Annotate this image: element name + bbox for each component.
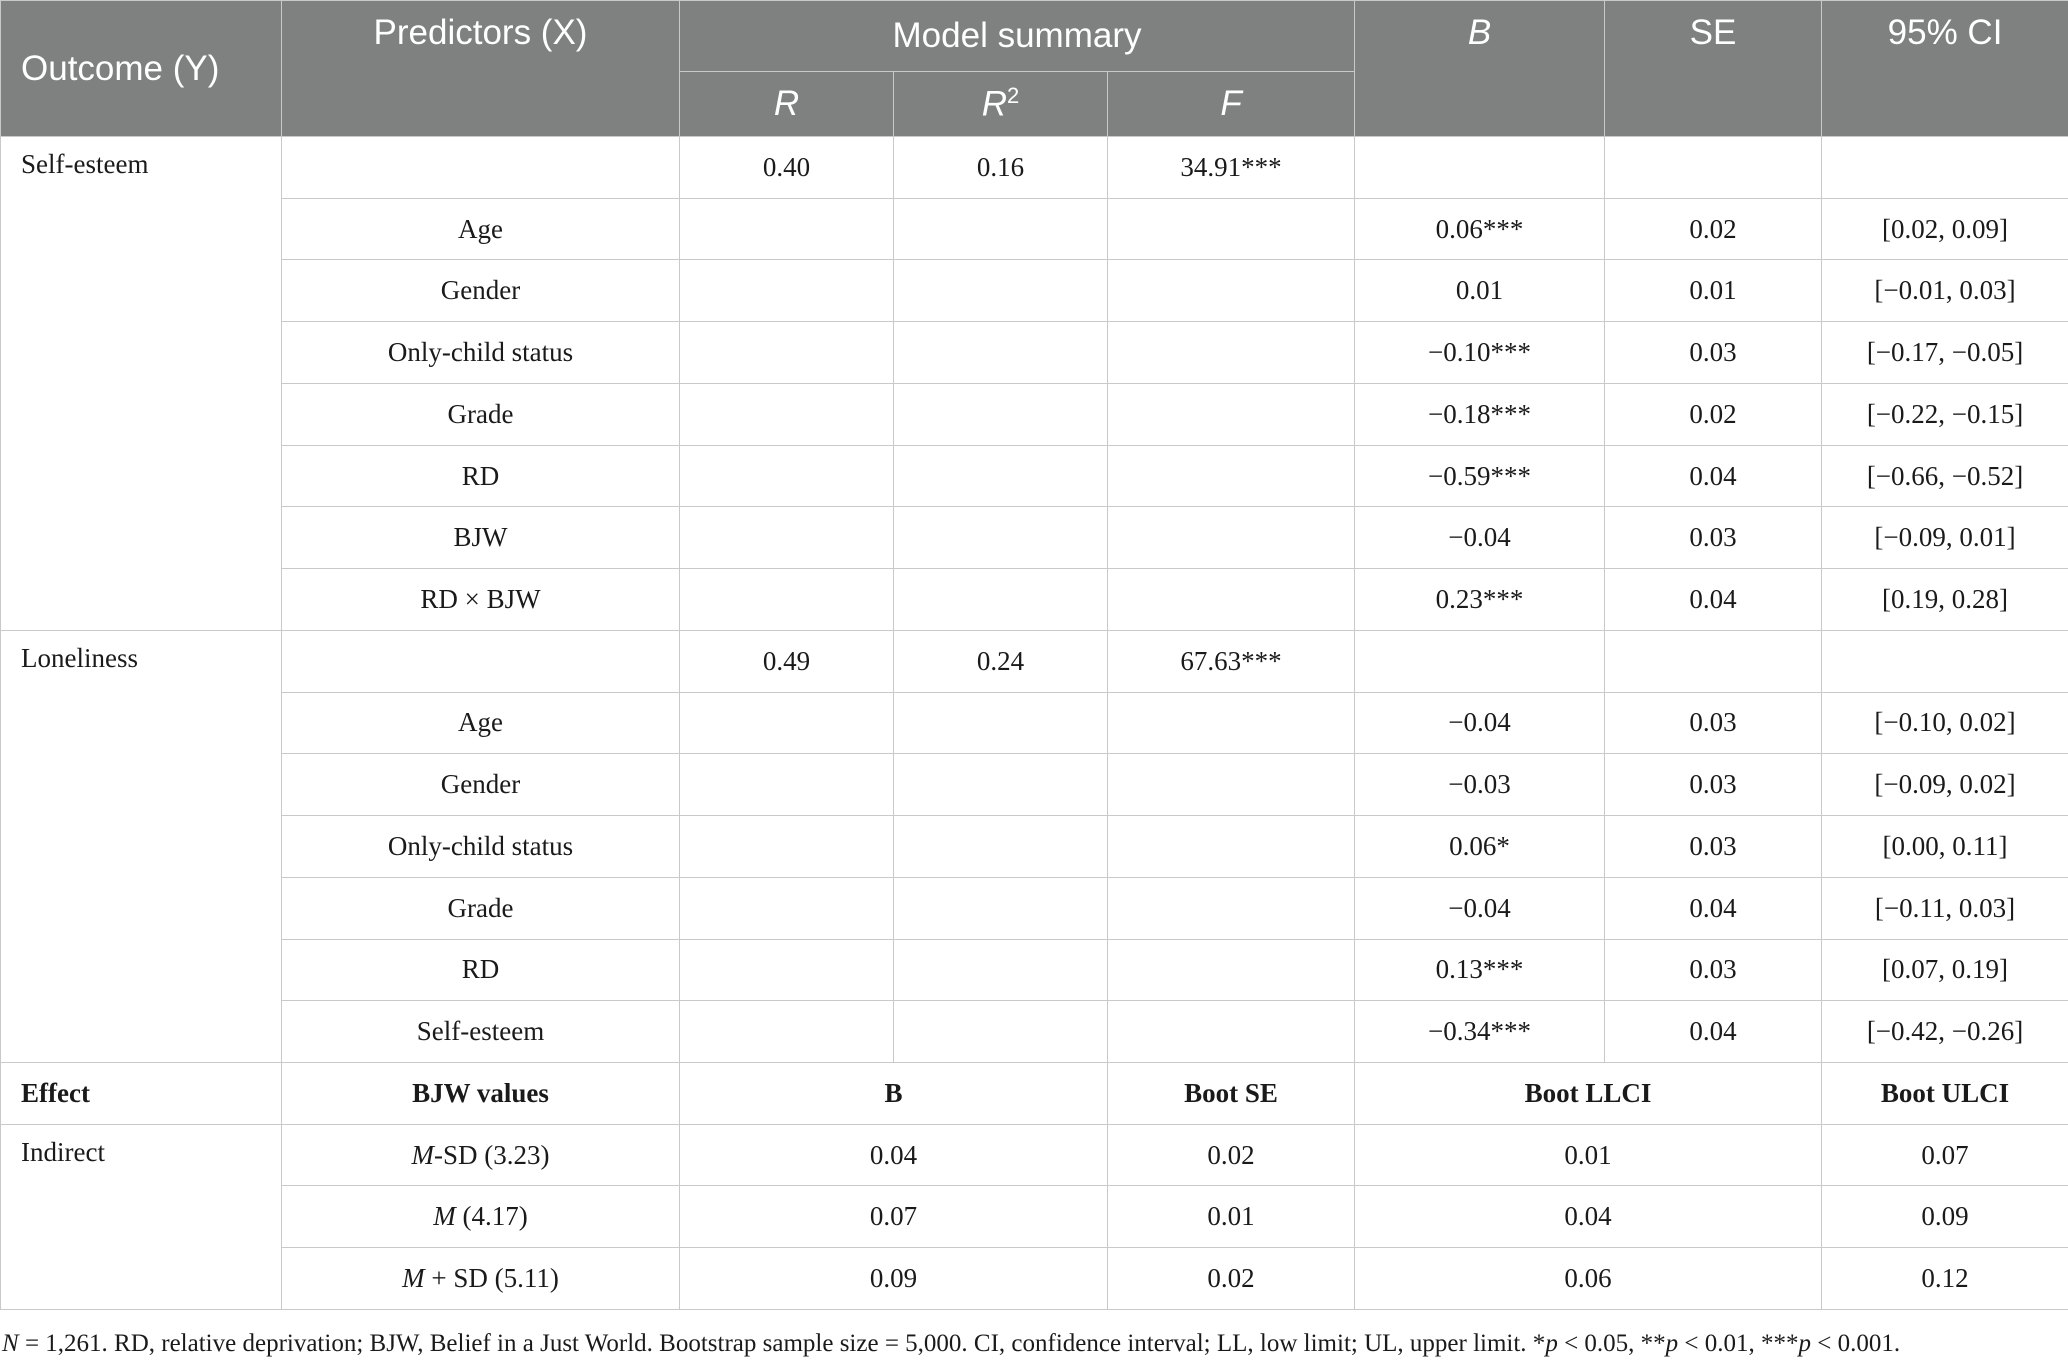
f-value (1108, 198, 1355, 260)
footnote-text: = 1,261. RD, relative deprivation; BJW, Belief in a Just World. Bootstrap sample size = 5,000. CI, confidence interval; LL, low limit; UL, upper limit. * (18, 1330, 1546, 1357)
b-value: 0.01 (1355, 260, 1605, 322)
r2-value (894, 754, 1108, 816)
table-row (1, 630, 2068, 692)
boot-llci-value: 0.06 (1355, 1248, 1822, 1310)
se-value: 0.03 (1605, 507, 1822, 569)
header-se-label: SE (1689, 13, 1737, 52)
f-value (1108, 322, 1355, 384)
r2-value (894, 877, 1108, 939)
b-value: −0.04 (1355, 507, 1605, 569)
ci-value: [−0.09, 0.01] (1822, 507, 2068, 569)
b-value: 0.06*** (1355, 198, 1605, 260)
b-value: −0.18*** (1355, 383, 1605, 445)
boot-ulci-value: 0.09 (1822, 1186, 2068, 1248)
r2-value (894, 383, 1108, 445)
r2-value (894, 816, 1108, 878)
table-row (1, 877, 2068, 939)
f-value (1108, 692, 1355, 754)
bjw-value-text: (4.17) (455, 1201, 528, 1232)
table-row (1, 445, 2068, 507)
header-r2-superscript: 2 (1007, 83, 1020, 109)
r2-value (894, 1001, 1108, 1063)
mean-symbol: M (411, 1139, 434, 1170)
predictor-name: RD × BJW (282, 569, 680, 631)
header-r (680, 72, 894, 137)
effect-b-value: 0.07 (680, 1186, 1108, 1248)
f-value (1108, 754, 1355, 816)
ci-value (1822, 630, 2068, 692)
b-value: −0.04 (1355, 692, 1605, 754)
header-r2 (894, 72, 1108, 137)
header-outcome (1, 1, 282, 137)
predictor-cell (282, 630, 680, 692)
boot-ulci-header: Boot ULCI (1822, 1063, 2068, 1125)
ci-value: [0.07, 0.19] (1822, 939, 2068, 1001)
header-predictors (282, 1, 680, 137)
ci-value: [−0.11, 0.03] (1822, 877, 2068, 939)
r-value (680, 816, 894, 878)
ci-value: [0.19, 0.28] (1822, 569, 2068, 631)
r2-value (894, 260, 1108, 322)
predictor-name: Gender (282, 754, 680, 816)
footnote-text: < 0.001. (1811, 1330, 1901, 1357)
table-row (1, 754, 2068, 816)
predictor-name: Gender (282, 260, 680, 322)
se-value: 0.02 (1605, 198, 1822, 260)
footnote-p: p (1798, 1330, 1812, 1357)
b-value: 0.23*** (1355, 569, 1605, 631)
outcome-loneliness: Loneliness (1, 630, 282, 1062)
r-value (680, 260, 894, 322)
header-model-summary (680, 1, 1355, 72)
ci-value: [−0.66, −0.52] (1822, 445, 2068, 507)
header-ci (1822, 1, 2068, 137)
r-value (680, 754, 894, 816)
boot-llci-value: 0.01 (1355, 1124, 1822, 1186)
header-model-summary-label: Model summary (892, 16, 1142, 55)
b-value (1355, 137, 1605, 199)
se-value: 0.03 (1605, 939, 1822, 1001)
footnote-text: < 0.05, ** (1557, 1330, 1666, 1357)
ci-value: [0.00, 0.11] (1822, 816, 2068, 878)
header-b-label: B (1467, 13, 1492, 52)
mean-symbol: M (433, 1201, 456, 1232)
footnote-p: p (1545, 1330, 1558, 1357)
bjw-values-header: BJW values (282, 1063, 680, 1125)
se-value: 0.04 (1605, 569, 1822, 631)
se-value (1605, 137, 1822, 199)
b-value: −0.59*** (1355, 445, 1605, 507)
f-value (1108, 507, 1355, 569)
effect-indirect: Indirect (1, 1124, 282, 1309)
predictor-name: RD (282, 939, 680, 1001)
boot-llci-value: 0.04 (1355, 1186, 1822, 1248)
table-footnote (2, 1330, 1900, 1358)
header-predictors-label: Predictors (X) (373, 13, 588, 52)
table-row (1, 1124, 2068, 1186)
table-row (1, 137, 2068, 199)
r2-value (894, 322, 1108, 384)
predictor-name: RD (282, 445, 680, 507)
predictor-name: BJW (282, 507, 680, 569)
f-value (1108, 260, 1355, 322)
boot-ulci-value: 0.12 (1822, 1248, 2068, 1310)
header-r-label: R (773, 84, 800, 123)
predictor-name: Only-child status (282, 322, 680, 384)
header-outcome-label: Outcome (Y) (21, 48, 220, 88)
ci-value: [−0.42, −0.26] (1822, 1001, 2068, 1063)
predictor-name: Age (282, 692, 680, 754)
predictor-name: Age (282, 198, 680, 260)
f-value: 67.63*** (1108, 630, 1355, 692)
table-row (1, 569, 2068, 631)
predictor-name: Only-child status (282, 816, 680, 878)
header-f-label: F (1220, 84, 1242, 123)
predictor-name: Grade (282, 877, 680, 939)
table-row (1, 1001, 2068, 1063)
header-se (1605, 1, 1822, 137)
r2-value (894, 445, 1108, 507)
bjw-value (282, 1186, 680, 1248)
r2-value (894, 507, 1108, 569)
r-value (680, 1001, 894, 1063)
table-row (1, 383, 2068, 445)
ci-value: [−0.09, 0.02] (1822, 754, 2068, 816)
f-value (1108, 939, 1355, 1001)
header-ci-label: 95% CI (1887, 13, 2003, 52)
f-value (1108, 1001, 1355, 1063)
r-value (680, 445, 894, 507)
table-row (1, 260, 2068, 322)
header-b (1355, 1, 1605, 137)
bjw-value (282, 1248, 680, 1310)
bjw-value-text: -SD (3.23) (434, 1139, 550, 1170)
r2-value: 0.24 (894, 630, 1108, 692)
bjw-value (282, 1124, 680, 1186)
f-value (1108, 445, 1355, 507)
ci-value: [−0.10, 0.02] (1822, 692, 2068, 754)
se-value: 0.03 (1605, 816, 1822, 878)
boot-ulci-value: 0.07 (1822, 1124, 2068, 1186)
mean-symbol: M (402, 1263, 425, 1294)
r-value (680, 507, 894, 569)
f-value: 34.91*** (1108, 137, 1355, 199)
se-value: 0.03 (1605, 754, 1822, 816)
b-value: −0.04 (1355, 877, 1605, 939)
table-row (1, 507, 2068, 569)
table-body (1, 137, 2068, 1310)
b-value: −0.34*** (1355, 1001, 1605, 1063)
table-row (1, 939, 2068, 1001)
r2-value (894, 692, 1108, 754)
r-value (680, 383, 894, 445)
table-row (1, 1248, 2068, 1310)
ci-value (1822, 137, 2068, 199)
se-value: 0.03 (1605, 322, 1822, 384)
effect-b-value: 0.04 (680, 1124, 1108, 1186)
ci-value: [−0.22, −0.15] (1822, 383, 2068, 445)
r-value (680, 877, 894, 939)
table-row (1, 198, 2068, 260)
table-row (1, 816, 2068, 878)
effect-header: Effect (1, 1063, 282, 1125)
b-value: 0.06* (1355, 816, 1605, 878)
predictor-name: Grade (282, 383, 680, 445)
predictor-name: Self-esteem (282, 1001, 680, 1063)
se-value: 0.03 (1605, 692, 1822, 754)
boot-llci-header: Boot LLCI (1355, 1063, 1822, 1125)
r-value: 0.49 (680, 630, 894, 692)
se-value: 0.04 (1605, 445, 1822, 507)
boot-se-value: 0.02 (1108, 1248, 1355, 1310)
header-f (1108, 72, 1355, 137)
b-value (1355, 630, 1605, 692)
f-value (1108, 569, 1355, 631)
r2-value (894, 939, 1108, 1001)
se-value: 0.01 (1605, 260, 1822, 322)
r-value (680, 692, 894, 754)
ci-value: [−0.17, −0.05] (1822, 322, 2068, 384)
r-value (680, 569, 894, 631)
outcome-self-esteem: Self-esteem (1, 137, 282, 631)
b-value: 0.13*** (1355, 939, 1605, 1001)
boot-se-header: Boot SE (1108, 1063, 1355, 1125)
boot-se-value: 0.01 (1108, 1186, 1355, 1248)
table-row (1, 322, 2068, 384)
f-value (1108, 877, 1355, 939)
r-value (680, 322, 894, 384)
effect-b-value: 0.09 (680, 1248, 1108, 1310)
footnote-text: < 0.01, *** (1678, 1330, 1799, 1357)
se-value (1605, 630, 1822, 692)
r2-value (894, 569, 1108, 631)
r-value (680, 198, 894, 260)
table-header (1, 1, 2068, 137)
r2-value: 0.16 (894, 137, 1108, 199)
effect-header-row (1, 1063, 2068, 1125)
footnote-n: N (2, 1330, 19, 1357)
bjw-value-text: + SD (5.11) (424, 1263, 559, 1294)
b-value: −0.10*** (1355, 322, 1605, 384)
effect-b-header: B (680, 1063, 1108, 1125)
boot-se-value: 0.02 (1108, 1124, 1355, 1186)
footnote-p: p (1665, 1330, 1679, 1357)
f-value (1108, 816, 1355, 878)
table-row (1, 692, 2068, 754)
b-value: −0.03 (1355, 754, 1605, 816)
f-value (1108, 383, 1355, 445)
ci-value: [0.02, 0.09] (1822, 198, 2068, 260)
predictor-cell (282, 137, 680, 199)
table-row (1, 1186, 2068, 1248)
se-value: 0.04 (1605, 877, 1822, 939)
ci-value: [−0.01, 0.03] (1822, 260, 2068, 322)
se-value: 0.04 (1605, 1001, 1822, 1063)
se-value: 0.02 (1605, 383, 1822, 445)
header-r2-label: R (981, 84, 1008, 124)
r-value (680, 939, 894, 1001)
r-value: 0.40 (680, 137, 894, 199)
r2-value (894, 198, 1108, 260)
